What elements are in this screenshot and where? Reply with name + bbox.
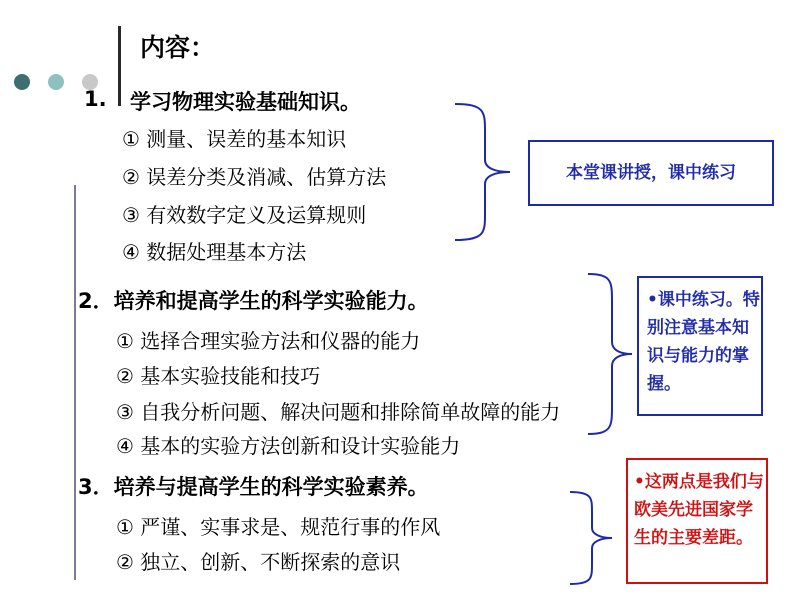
section1-note: 本堂课讲授，课中练习: [528, 140, 774, 206]
content-divider: [74, 185, 76, 580]
decor-dot-light: [48, 74, 64, 90]
section3-heading: 3．培养与提高学生的科学实验素养。: [78, 475, 429, 499]
section2-brace: [588, 272, 638, 437]
section1-item: ③ 有效数字定义及运算规则: [122, 203, 367, 227]
section3-item: ② 独立、创新、不断探索的意识: [116, 550, 401, 574]
section2-heading: 2．培养和提高学生的科学实验能力。: [78, 289, 429, 313]
title-divider: [118, 26, 121, 106]
section1-item: ② 误差分类及消减、估算方法: [122, 165, 387, 189]
slide-title: 内容：: [140, 33, 216, 62]
section3-brace: [570, 490, 620, 585]
section3-item: ① 严谨、实事求是、规范行事的作风: [116, 515, 441, 539]
section1-number: 1.: [84, 87, 107, 111]
section2-item: ② 基本实验技能和技巧: [116, 364, 321, 388]
section1-item: ④ 数据处理基本方法: [122, 240, 307, 264]
section2-item: ① 选择合理实验方法和仪器的能力: [116, 329, 421, 353]
section2-note: •课中练习。特别注意基本知识与能力的掌握。: [637, 276, 763, 416]
decor-dot-dark: [14, 74, 30, 90]
section1-brace: [455, 102, 515, 242]
section1-heading: 学习物理实验基础知识。: [130, 90, 361, 114]
section2-item: ④ 基本的实验方法创新和设计实验能力: [116, 434, 461, 458]
section2-item: ③ 自我分析问题、解决问题和排除简单故障的能力: [116, 400, 561, 424]
section1-item: ① 测量、误差的基本知识: [122, 127, 347, 151]
section3-note: •这两点是我们与欧美先进国家学生的主要差距。: [626, 458, 768, 584]
